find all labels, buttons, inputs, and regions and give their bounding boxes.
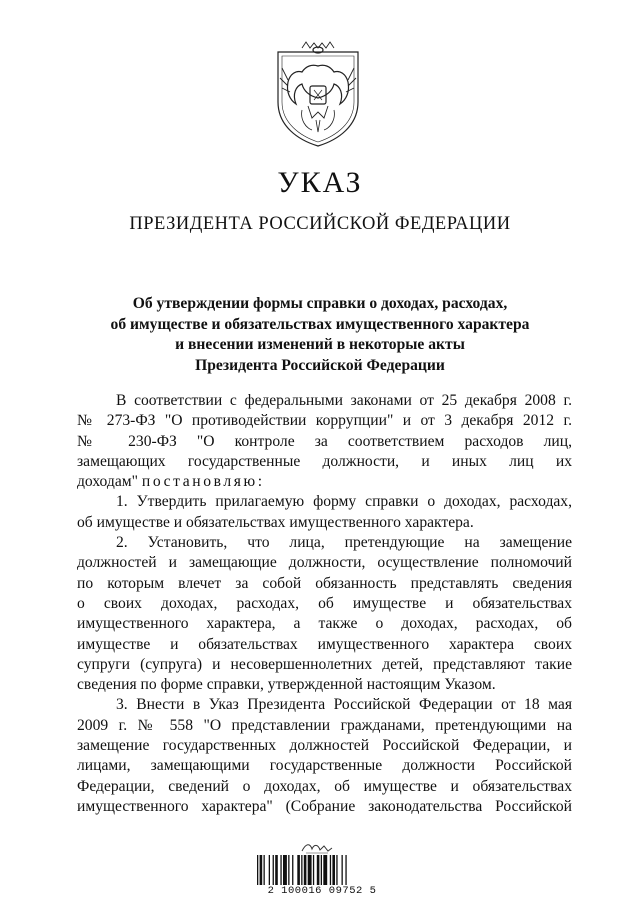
barcode-number: 2 100016 09752 5 <box>267 885 377 897</box>
body-line: по которым влечет за собой обязанность представлять сведения <box>77 574 572 592</box>
barcode-bar <box>269 855 270 885</box>
barcode-bar <box>292 855 293 885</box>
decree-heading <box>0 294 640 376</box>
body-line: № 273-ФЗ "О противодействии коррупции" и от 3 декабря 2012 г. <box>77 412 572 430</box>
barcode-bar <box>332 855 335 885</box>
barcode-bar <box>297 855 300 885</box>
barcode-bar <box>317 855 320 885</box>
barcode-bar <box>336 855 337 885</box>
body-line: замещающих государственные должности, и иных лиц их <box>77 452 572 470</box>
barcode-bar <box>342 855 343 885</box>
body-line: 3. Внести в Указ Президента Российской Федерации от 18 мая <box>116 696 572 714</box>
barcode-bar <box>260 855 263 885</box>
barcode-bar <box>275 855 278 885</box>
body-line: супруги (супруга) и несовершеннолетних детей, представляют такие <box>77 655 572 673</box>
barcode-bar <box>264 855 265 885</box>
barcode-bar <box>308 855 312 885</box>
body-line: замещение государственных должностей Российской Федерации, и <box>77 737 572 755</box>
barcode-bar <box>283 855 287 885</box>
body-line: 2. Установить, что лица, претендующие на замещение <box>116 534 572 552</box>
body-line: имущественного характера" (Собрание законодательства Российской <box>77 797 572 815</box>
body-line: лицами, замещающими государственные должности Российской <box>77 757 572 775</box>
barcode-bar <box>280 855 281 885</box>
document-title: УКАЗ <box>277 166 363 199</box>
heading-line: и внесении изменений в некоторые акты <box>175 336 465 353</box>
barcode-bar <box>313 855 314 885</box>
body-line: Федерации, сведений о доходах, об имуществе и обязательствах <box>77 777 572 795</box>
coat-of-arms-emblem <box>272 40 364 148</box>
barcode-bar <box>257 855 258 885</box>
body-line: 2009 г. № 558 "О представлении гражданами, претендующими на <box>77 716 572 734</box>
barcode-bar <box>288 855 289 885</box>
barcode-bar <box>321 855 322 885</box>
body-line: В соответствии с федеральными законами от 25 декабря 2008 г. <box>116 392 572 409</box>
barcode-bar <box>323 855 327 885</box>
body-line: № 230-ФЗ "О контроле за соответствием расходов лиц, <box>77 432 572 450</box>
barcode <box>255 855 390 885</box>
heading-line: Об утверждении формы справки о доходах, расходах, <box>132 295 508 312</box>
heading-line: Президента Российской Федерации <box>195 356 445 374</box>
body-line: об имуществе и обязательствах имущественного характера. <box>77 513 474 531</box>
body-line: доходам" <box>77 473 138 491</box>
decree-body <box>77 391 572 817</box>
body-line: 1. Утвердить прилагаемую форму справки о доходах, расходах, <box>116 493 572 511</box>
barcode-bar <box>330 855 331 885</box>
document-subtitle: ПРЕЗИДЕНТА РОССИЙСКОЙ ФЕДЕРАЦИИ <box>129 214 511 234</box>
heading-line: об имуществе и обязательствах имущественного характера <box>110 315 530 333</box>
barcode-bar <box>301 855 302 885</box>
body-line: сведения по форме справки, утвержденной настоящим Указом. <box>77 676 496 694</box>
body-line-decree <box>77 472 572 492</box>
body-line: имуществе и обязательствах имущественного характера своих <box>77 635 572 653</box>
barcode-bar <box>345 855 346 885</box>
barcode-bar <box>273 855 274 885</box>
signature-mark <box>298 840 338 854</box>
body-line: должностей и замещающие должности, осуществление полномочий <box>77 554 572 572</box>
decree-word: постановляю: <box>141 473 265 491</box>
body-line: имущественного характера, а также о доходах, расходах, об <box>77 615 572 633</box>
barcode-bar <box>304 855 307 885</box>
body-line: о своих доходах, расходах, об имуществе и обязательствах <box>77 594 572 612</box>
